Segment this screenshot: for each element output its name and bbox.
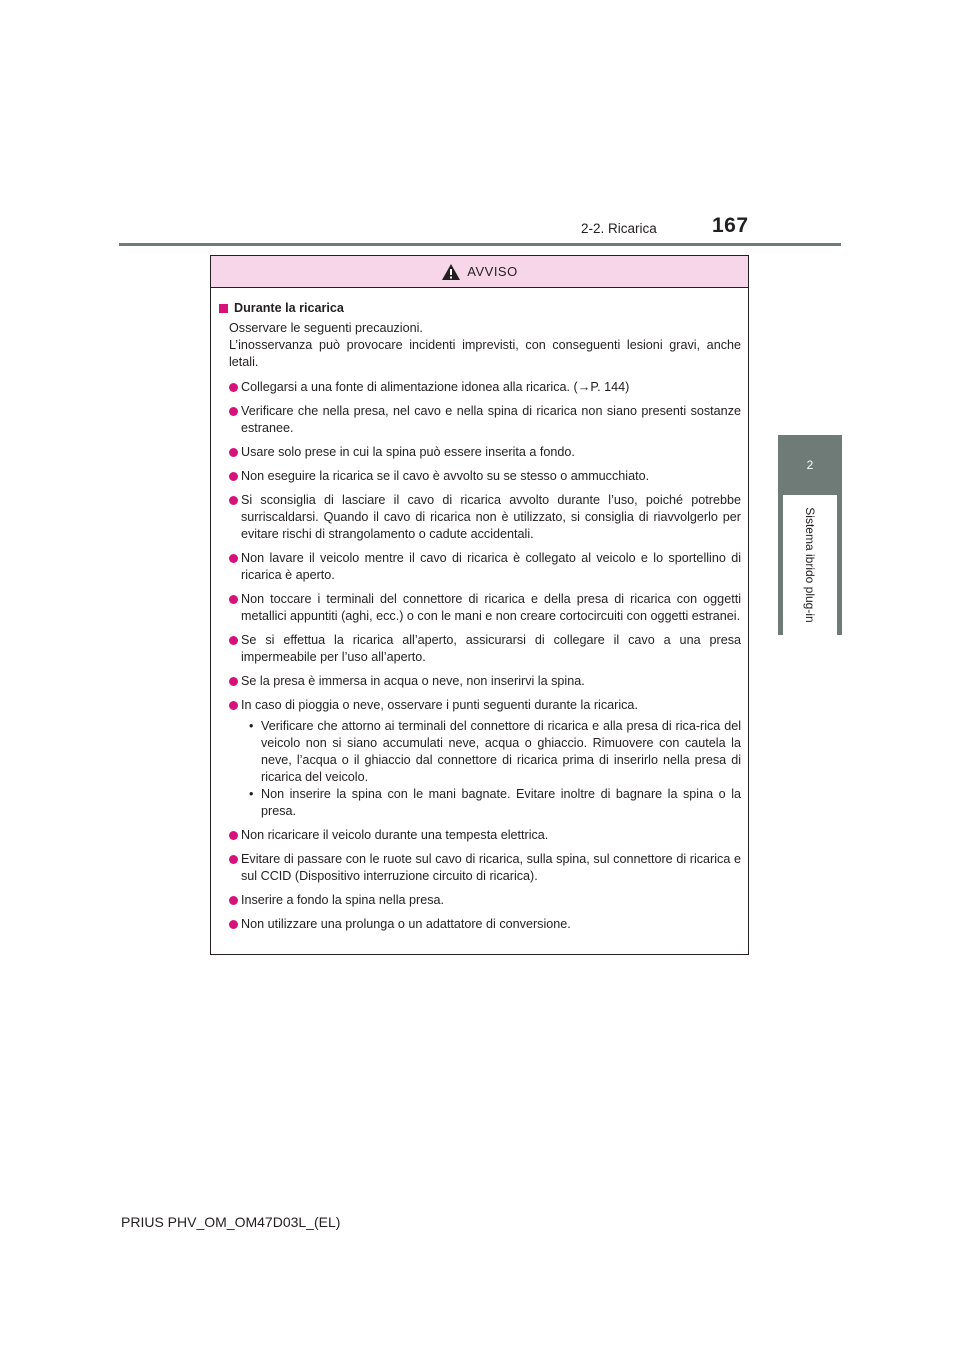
circle-bullet-icon bbox=[229, 448, 238, 457]
list-item bbox=[219, 591, 741, 625]
list-item bbox=[219, 632, 741, 666]
bullet-text: Collegarsi a una fonte di alimentazione idonea alla ricarica. (→P. 144) bbox=[241, 380, 630, 394]
warning-triangle-icon bbox=[441, 263, 461, 281]
bullet-text: Inserire a fondo la spina nella presa. bbox=[241, 893, 445, 907]
sub-bullet-mark: • bbox=[249, 787, 254, 801]
circle-bullet-icon bbox=[229, 496, 238, 505]
list-item bbox=[219, 444, 741, 461]
chapter-tab-border-right bbox=[837, 495, 842, 635]
list-item bbox=[219, 673, 741, 690]
list-item bbox=[219, 916, 741, 933]
bullet-text: Non utilizzare una prolunga o un adattatore di conversione. bbox=[241, 917, 571, 931]
circle-bullet-icon bbox=[229, 554, 238, 563]
header-rule bbox=[119, 243, 841, 246]
sub-list-item bbox=[219, 718, 741, 786]
warning-title: AVVISO bbox=[467, 264, 518, 279]
warning-body bbox=[211, 288, 748, 933]
circle-bullet-icon bbox=[229, 636, 238, 645]
warning-section-heading bbox=[219, 300, 741, 317]
chapter-tab-number: 2 bbox=[778, 435, 842, 495]
square-bullet-icon bbox=[219, 304, 228, 313]
list-item bbox=[219, 851, 741, 885]
circle-bullet-icon bbox=[229, 677, 238, 686]
sub-bullet-text: Non inserire la spina con le mani bagnate. Evitare inoltre di bagnare la spina o la presa. bbox=[261, 787, 741, 818]
bullet-text: Se si effettua la ricarica all’aperto, assicurarsi di collegare il cavo a una presa impermeabile per l’uso all’aperto. bbox=[241, 633, 741, 664]
list-item bbox=[219, 827, 741, 844]
list-item bbox=[219, 468, 741, 485]
sub-bullet-list bbox=[219, 718, 741, 820]
bullet-text: Verificare che nella presa, nel cavo e nella spina di ricarica non siano presenti sostanze estranee. bbox=[241, 404, 741, 435]
bullet-list bbox=[219, 379, 741, 714]
circle-bullet-icon bbox=[229, 472, 238, 481]
sub-list-item bbox=[219, 786, 741, 820]
section-title: 2-2. Ricarica bbox=[581, 221, 657, 236]
bullet-text: Non toccare i terminali del connettore di ricarica e della presa di ricarica con oggetti metallici appuntiti (aghi, ecc.) o con le mani e non creare cortocircuiti con oggetti estranei. bbox=[241, 592, 741, 623]
list-item bbox=[219, 697, 741, 714]
circle-bullet-icon bbox=[229, 701, 238, 710]
bullet-text: Non eseguire la ricarica se il cavo è avvolto su se stesso o ammucchiato. bbox=[241, 469, 650, 483]
circle-bullet-icon bbox=[229, 896, 238, 905]
circle-bullet-icon bbox=[229, 855, 238, 864]
chapter-tab-label-text: Sistema ibrido plug-in bbox=[803, 507, 817, 623]
warning-header bbox=[211, 256, 748, 288]
warning-box bbox=[210, 255, 749, 955]
list-item bbox=[219, 892, 741, 909]
document-code: PRIUS PHV_OM_OM47D03L_(EL) bbox=[121, 1214, 341, 1230]
bullet-text: Usare solo prese in cui la spina può essere inserita a fondo. bbox=[241, 445, 575, 459]
bullet-text: Non lavare il veicolo mentre il cavo di ricarica è collegato al veicolo e lo sportellino di ricarica è aperto. bbox=[241, 551, 741, 582]
bullet-list-continued bbox=[219, 827, 741, 933]
bullet-text: Non ricaricare il veicolo durante una tempesta elettrica. bbox=[241, 828, 549, 842]
sub-bullet-text: Verificare che attorno ai terminali del connettore di ricarica e alla presa di rica-rica del veicolo non si siano accumulati neve, acqua o ghiaccio. Rimuovere con cautela la neve, l’acqua o il ghiaccio dal connettore di ricarica prima di inserirlo nella presa di ricarica del veicolo. bbox=[261, 719, 741, 784]
circle-bullet-icon bbox=[229, 595, 238, 604]
circle-bullet-icon bbox=[229, 407, 238, 416]
page-number: 167 bbox=[712, 214, 749, 237]
circle-bullet-icon bbox=[229, 831, 238, 840]
list-item bbox=[219, 379, 741, 396]
warning-section-title: Durante la ricarica bbox=[234, 301, 344, 315]
bullet-text: Si sconsiglia di lasciare il cavo di ricarica avvolto durante l’uso, poiché potrebbe surriscaldarsi. Quando il cavo di ricarica non è utilizzato, si consiglia di riavvolgerlo per evitare rischi di strangolamento o cadute accidentali. bbox=[241, 493, 741, 541]
bullet-text: Evitare di passare con le ruote sul cavo di ricarica, sulla spina, sul connettore di ricarica e sul CCID (Dispositivo interruzione circuito di ricarica). bbox=[241, 852, 741, 883]
list-item bbox=[219, 550, 741, 584]
sub-bullet-mark: • bbox=[249, 719, 254, 733]
list-item bbox=[219, 403, 741, 437]
circle-bullet-icon bbox=[229, 920, 238, 929]
bullet-text: In caso di pioggia o neve, osservare i punti seguenti durante la ricarica. bbox=[241, 698, 638, 712]
bullet-text: Se la presa è immersa in acqua o neve, non inserirvi la spina. bbox=[241, 674, 585, 688]
list-item bbox=[219, 492, 741, 543]
warning-intro: Osservare le seguenti precauzioni. L’inosservanza può provocare incidenti imprevisti, con conseguenti lesioni gravi, anche letali. bbox=[229, 321, 741, 369]
circle-bullet-icon bbox=[229, 383, 238, 392]
chapter-tab-label bbox=[783, 495, 837, 635]
